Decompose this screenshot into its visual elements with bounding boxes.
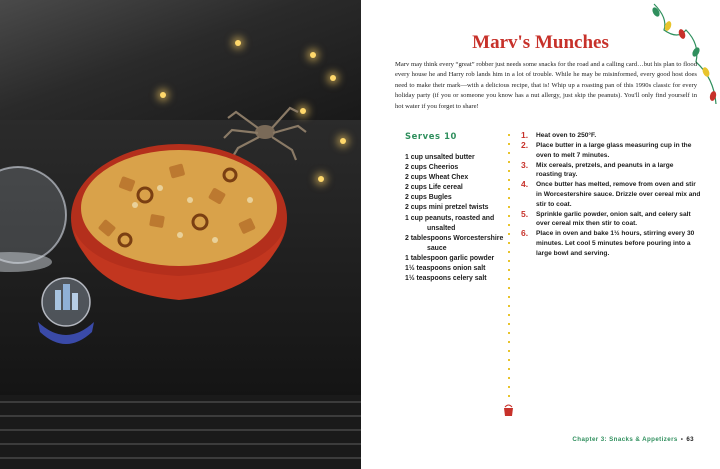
ingredient-item: 2 cups Bugles [405,194,452,202]
method-step [521,161,701,180]
step-text: Place butter in a large glass measuring cup in the oven to melt 7 minutes. [536,142,692,159]
ingredient-item: 1½ teaspoons onion salt [405,265,486,273]
recipe-intro: Marv may think every “great” robber just needs some snacks for the road and a calling card…but his plan to flood every house he and Harry rob lands him in a lot of trouble. While he may be misinformed, every good host does need to make their mark—with a delicious recipe, that is! Whip up a roasting pan of this 1990s classic for every holiday party (if you or someone you know has a nut allergy, just skip the peanuts). You'll only find yourself in hot water if you forget to share! [395,61,697,110]
page-footer [572,436,694,443]
step-number: 3. [521,159,529,170]
step-text: Place in oven and bake 1½ hours, stirring every 30 minutes. Let cool 5 minutes before pouring into a large bowl and serving. [536,230,695,257]
recipe-title: Marv's Munches [472,32,609,53]
spider-ornament [224,108,306,160]
ingredient-item: 2 cups Wheat Chex [405,174,469,182]
method-step [521,131,701,141]
ingredient-item: 1½ teaspoons celery salt [405,275,487,283]
step-text: Once butter has melted, remove from oven and stir in Worcestershire sauce. Drizzle over cereal mix and stir to coat. [536,181,701,208]
method-step [521,180,701,209]
dotted-divider [508,134,510,404]
ingredient-item: 2 cups Life cereal [405,184,463,192]
method-step [521,229,701,258]
ingredient-item-continued: sauce [427,244,447,252]
step-number: 5. [521,208,529,219]
chapter-label: Chapter 3: Snacks & Appetizers [572,436,678,443]
step-number: 6. [521,228,529,239]
step-text: Mix cereals, pretzels, and peanuts in a large roasting tray. [536,161,674,179]
method-step [521,210,701,229]
ingredient-item: 2 cups Cheerios [405,164,459,172]
step-number: 4. [521,179,529,190]
serves-label: Serves 10 [405,131,457,141]
paint-bucket-icon [503,404,514,417]
ingredient-item: 1 tablespoon garlic powder [405,254,495,262]
ingredient-list [405,153,523,284]
ingredient-item: 2 tablespoons Worcestershire [405,234,504,242]
ingredient-item: 2 cups mini pretzel twists [405,204,489,212]
step-number: 1. [521,130,529,140]
step-text: Heat oven to 250°F. [536,132,597,139]
ingredient-item: 1 cup unsalted butter [405,154,475,161]
page-number: 63 [686,436,694,443]
method-step [521,141,701,160]
step-number: 2. [521,140,529,151]
method-steps [521,131,701,259]
step-text: Sprinkle garlic powder, onion salt, and celery salt over cereal mix then stir to coat. [536,210,691,228]
recipe-page [361,0,720,469]
ingredient-item: 1 cup peanuts, roasted and [405,214,495,222]
snow-globe-large [0,167,66,263]
footer-separator: • [680,436,684,443]
ingredient-item-continued: unsalted [427,224,456,232]
